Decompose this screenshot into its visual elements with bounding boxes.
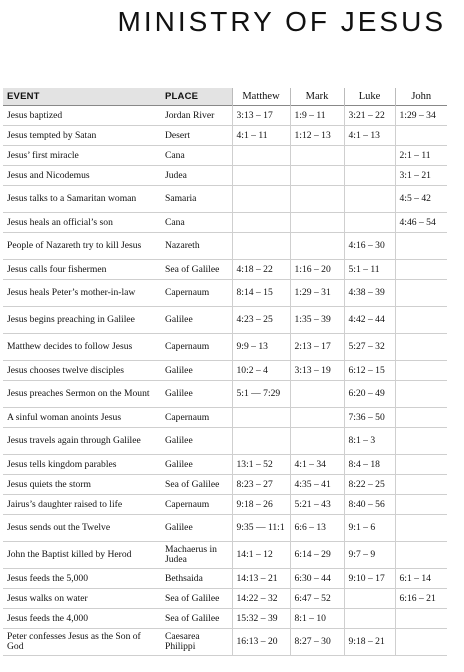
event-cell: Jesus tells kingdom parables	[3, 455, 161, 475]
luke-cell: 4:16 – 30	[344, 233, 395, 260]
table-row	[3, 106, 447, 126]
event-cell: Matthew decides to follow Jesus	[3, 334, 161, 361]
header-mark: Mark	[290, 88, 344, 106]
mark-cell: 8:27 – 30	[290, 629, 344, 656]
mark-cell: 6:14 – 29	[290, 542, 344, 569]
matthew-cell	[232, 213, 290, 233]
mark-cell	[290, 233, 344, 260]
john-cell	[395, 609, 447, 629]
luke-cell	[344, 186, 395, 213]
event-cell: John the Baptist killed by Herod	[3, 542, 161, 569]
event-cell: Jesus feeds the 5,000	[3, 569, 161, 589]
matthew-cell	[232, 146, 290, 166]
john-cell	[395, 475, 447, 495]
luke-cell	[344, 166, 395, 186]
place-cell: Galilee	[161, 307, 232, 334]
matthew-cell: 5:1 — 7:29	[232, 381, 290, 408]
table-row	[3, 629, 447, 656]
john-cell	[395, 233, 447, 260]
table-row	[3, 569, 447, 589]
matthew-cell	[232, 233, 290, 260]
event-cell: Jesus heals Peter’s mother-in-law	[3, 280, 161, 307]
luke-cell	[344, 213, 395, 233]
place-cell: Machaerus in Judea	[161, 542, 232, 569]
place-cell: Caesarea Philippi	[161, 629, 232, 656]
event-cell: Jairus’s daughter raised to life	[3, 495, 161, 515]
mark-cell	[290, 213, 344, 233]
event-cell: Peter confesses Jesus as the Son of God	[3, 629, 161, 656]
mark-cell: 1:9 – 11	[290, 106, 344, 126]
event-cell: People of Nazareth try to kill Jesus	[3, 233, 161, 260]
place-cell: Judea	[161, 166, 232, 186]
table-row	[3, 428, 447, 455]
place-cell: Sea of Galilee	[161, 260, 232, 280]
luke-cell: 7:36 – 50	[344, 408, 395, 428]
table-row	[3, 213, 447, 233]
john-cell: 4:5 – 42	[395, 186, 447, 213]
matthew-cell: 9:35 — 11:1	[232, 515, 290, 542]
event-cell: A sinful woman anoints Jesus	[3, 408, 161, 428]
luke-cell: 9:7 – 9	[344, 542, 395, 569]
mark-cell: 6:6 – 13	[290, 515, 344, 542]
event-cell: Jesus tempted by Satan	[3, 126, 161, 146]
event-cell: Jesus baptized	[3, 106, 161, 126]
event-cell: Jesus heals an official’s son	[3, 213, 161, 233]
place-cell: Galilee	[161, 455, 232, 475]
john-cell: 2:1 – 11	[395, 146, 447, 166]
event-cell: Jesus walks on water	[3, 589, 161, 609]
matthew-cell: 4:1 – 11	[232, 126, 290, 146]
header-matthew: Matthew	[232, 88, 290, 106]
event-cell: Jesus calls four fishermen	[3, 260, 161, 280]
john-cell: 6:16 – 21	[395, 589, 447, 609]
mark-cell: 5:21 – 43	[290, 495, 344, 515]
place-cell: Cana	[161, 146, 232, 166]
place-cell: Galilee	[161, 361, 232, 381]
table-header-row	[3, 88, 447, 106]
place-cell: Galilee	[161, 381, 232, 408]
mark-cell	[290, 166, 344, 186]
table-row	[3, 381, 447, 408]
mark-cell	[290, 428, 344, 455]
mark-cell: 1:29 – 31	[290, 280, 344, 307]
john-cell: 3:1 – 21	[395, 166, 447, 186]
table-row	[3, 495, 447, 515]
table-row	[3, 589, 447, 609]
luke-cell: 6:20 – 49	[344, 381, 395, 408]
mark-cell: 2:13 – 17	[290, 334, 344, 361]
matthew-cell: 16:13 – 20	[232, 629, 290, 656]
mark-cell: 6:47 – 52	[290, 589, 344, 609]
john-cell	[395, 334, 447, 361]
matthew-cell: 9:18 – 26	[232, 495, 290, 515]
table-row	[3, 126, 447, 146]
table-row	[3, 515, 447, 542]
john-cell	[395, 495, 447, 515]
john-cell	[395, 428, 447, 455]
mark-cell: 8:1 – 10	[290, 609, 344, 629]
event-cell: Jesus preaches Sermon on the Mount	[3, 381, 161, 408]
luke-cell: 6:12 – 15	[344, 361, 395, 381]
event-cell: Jesus begins preaching in Galilee	[3, 307, 161, 334]
luke-cell: 4:38 – 39	[344, 280, 395, 307]
place-cell: Capernaum	[161, 280, 232, 307]
luke-cell: 3:21 – 22	[344, 106, 395, 126]
event-cell: Jesus and Nicodemus	[3, 166, 161, 186]
john-cell: 1:29 – 34	[395, 106, 447, 126]
john-cell	[395, 629, 447, 656]
table-row	[3, 280, 447, 307]
header-place: PLACE	[161, 88, 232, 106]
john-cell	[395, 408, 447, 428]
mark-cell: 1:35 – 39	[290, 307, 344, 334]
table-row	[3, 361, 447, 381]
table-row	[3, 455, 447, 475]
matthew-cell: 13:1 – 52	[232, 455, 290, 475]
matthew-cell: 14:13 – 21	[232, 569, 290, 589]
page-title: MINISTRY OF JESUS	[117, 6, 446, 37]
john-cell	[395, 361, 447, 381]
mark-cell: 6:30 – 44	[290, 569, 344, 589]
event-cell: Jesus travels again through Galilee	[3, 428, 161, 455]
matthew-cell: 14:22 – 32	[232, 589, 290, 609]
table-row	[3, 186, 447, 213]
table-row	[3, 334, 447, 361]
john-cell	[395, 307, 447, 334]
matthew-cell: 8:23 – 27	[232, 475, 290, 495]
place-cell: Capernaum	[161, 408, 232, 428]
table-body	[3, 106, 447, 656]
table-row	[3, 233, 447, 260]
place-cell: Sea of Galilee	[161, 589, 232, 609]
matthew-cell: 4:23 – 25	[232, 307, 290, 334]
matthew-cell: 15:32 – 39	[232, 609, 290, 629]
header-john: John	[395, 88, 447, 106]
matthew-cell	[232, 166, 290, 186]
luke-cell: 8:1 – 3	[344, 428, 395, 455]
event-cell: Jesus’ first miracle	[3, 146, 161, 166]
place-cell: Nazareth	[161, 233, 232, 260]
event-cell: Jesus quiets the storm	[3, 475, 161, 495]
matthew-cell: 3:13 – 17	[232, 106, 290, 126]
matthew-cell: 14:1 – 12	[232, 542, 290, 569]
luke-cell: 5:27 – 32	[344, 334, 395, 361]
mark-cell: 4:35 – 41	[290, 475, 344, 495]
mark-cell	[290, 146, 344, 166]
john-cell	[395, 260, 447, 280]
john-cell	[395, 542, 447, 569]
place-cell: Jordan River	[161, 106, 232, 126]
luke-cell: 8:4 – 18	[344, 455, 395, 475]
ministry-table-container	[3, 88, 447, 656]
luke-cell: 9:18 – 21	[344, 629, 395, 656]
john-cell: 4:46 – 54	[395, 213, 447, 233]
table-row	[3, 475, 447, 495]
place-cell: Galilee	[161, 428, 232, 455]
luke-cell: 9:1 – 6	[344, 515, 395, 542]
mark-cell	[290, 408, 344, 428]
header-luke: Luke	[344, 88, 395, 106]
john-cell	[395, 455, 447, 475]
place-cell: Capernaum	[161, 334, 232, 361]
table-row	[3, 609, 447, 629]
john-cell	[395, 126, 447, 146]
mark-cell: 3:13 – 19	[290, 361, 344, 381]
place-cell: Capernaum	[161, 495, 232, 515]
luke-cell: 5:1 – 11	[344, 260, 395, 280]
matthew-cell	[232, 186, 290, 213]
luke-cell: 4:1 – 13	[344, 126, 395, 146]
table-row	[3, 408, 447, 428]
john-cell	[395, 381, 447, 408]
event-cell: Jesus talks to a Samaritan woman	[3, 186, 161, 213]
luke-cell: 4:42 – 44	[344, 307, 395, 334]
luke-cell: 9:10 – 17	[344, 569, 395, 589]
mark-cell: 1:12 – 13	[290, 126, 344, 146]
luke-cell: 8:40 – 56	[344, 495, 395, 515]
ministry-table	[3, 88, 447, 656]
place-cell: Bethsaida	[161, 569, 232, 589]
luke-cell	[344, 609, 395, 629]
table-row	[3, 260, 447, 280]
event-cell: Jesus sends out the Twelve	[3, 515, 161, 542]
matthew-cell: 9:9 – 13	[232, 334, 290, 361]
header-event: EVENT	[3, 88, 161, 106]
table-row	[3, 146, 447, 166]
matthew-cell: 8:14 – 15	[232, 280, 290, 307]
mark-cell	[290, 381, 344, 408]
luke-cell: 8:22 – 25	[344, 475, 395, 495]
john-cell: 6:1 – 14	[395, 569, 447, 589]
event-cell: Jesus feeds the 4,000	[3, 609, 161, 629]
place-cell: Sea of Galilee	[161, 609, 232, 629]
mark-cell	[290, 186, 344, 213]
table-row	[3, 307, 447, 334]
matthew-cell	[232, 408, 290, 428]
matthew-cell: 4:18 – 22	[232, 260, 290, 280]
event-cell: Jesus chooses twelve disciples	[3, 361, 161, 381]
mark-cell: 1:16 – 20	[290, 260, 344, 280]
place-cell: Cana	[161, 213, 232, 233]
mark-cell: 4:1 – 34	[290, 455, 344, 475]
table-row	[3, 166, 447, 186]
matthew-cell	[232, 428, 290, 455]
john-cell	[395, 280, 447, 307]
table-row	[3, 542, 447, 569]
luke-cell	[344, 589, 395, 609]
place-cell: Sea of Galilee	[161, 475, 232, 495]
matthew-cell: 10:2 – 4	[232, 361, 290, 381]
place-cell: Galilee	[161, 515, 232, 542]
place-cell: Desert	[161, 126, 232, 146]
luke-cell	[344, 146, 395, 166]
place-cell: Samaria	[161, 186, 232, 213]
john-cell	[395, 515, 447, 542]
